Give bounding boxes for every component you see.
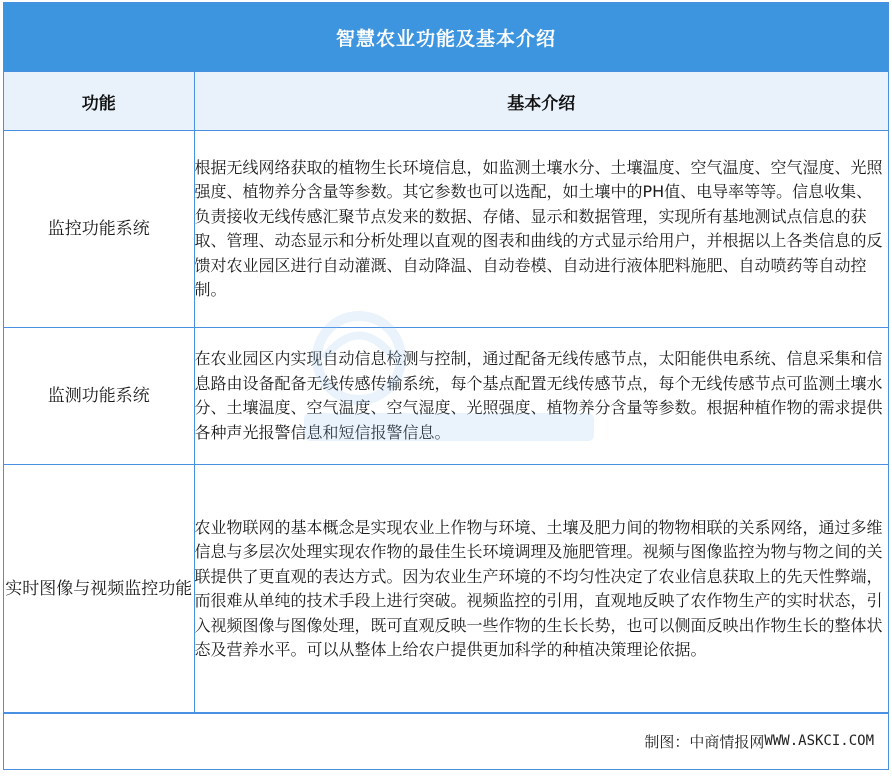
table-header-row (4, 72, 888, 131)
function-name-cell: 监控功能系统 (4, 131, 194, 328)
column-header-function: 功能 (4, 72, 194, 131)
function-name-cell: 实时图像与视频监控功能 (4, 465, 194, 714)
description-cell: 农业物联网的基本概念是实现农业上作物与环境、土壤及肥力间的物物相联的关系网络，通过多维信息与多层次处理实现农作物的最佳生长环境调理及施肥管理。视频与图像监控为物与物之间的关联提供了更直观的表达方式。因为农业生产环境的不均匀性决定了农业信息获取上的先天性弊端，而很难从单纯的技术手段上进行突破。视频监控的引用，直观地反映了农作物生产的实时状态，引入视频图像与图像处理，既可直观反映一些作物的生长长势，也可以侧面反映出作物生长的整体状态及营养水平。可以从整体上给农户提供更加科学的种植决策理论依据。 (194, 465, 888, 714)
table-row (4, 465, 888, 714)
info-sheet (3, 2, 889, 770)
source-label: 制图：中商情报网 (644, 732, 765, 751)
function-name-cell: 监测功能系统 (4, 328, 194, 465)
source-site: WWW.ASKCI.COM (764, 733, 874, 749)
page-title: 智慧农业功能及基本介绍 (4, 3, 888, 72)
description-cell: 在农业园区内实现自动信息检测与控制，通过配备无线传感节点，太阳能供电系统、信息采集和信息路由设备配备无线传感传输系统，每个基点配置无线传感节点，每个无线传感节点可监测土壤水分、土壤温度、空气温度、空气湿度、光照强度、植物养分含量等参数。根据种植作物的需求提供各种声光报警信息和短信报警信息。 (194, 328, 888, 465)
description-cell: 根据无线网络获取的植物生长环境信息，如监测土壤水分、土壤温度、空气温度、空气湿度、光照强度、植物养分含量等参数。其它参数也可以选配，如土壤中的PH值、电导率等等。信息收集、负责接收无线传感汇聚节点发来的数据、存储、显示和数据管理，实现所有基地测试点信息的获取、管理、动态显示和分析处理以直观的图表和曲线的方式显示给用户，并根据以上各类信息的反馈对农业园区进行自动灌溉、自动降温、自动卷模、自动进行液体肥料施肥、自动喷药等自动控制。 (194, 131, 888, 328)
table-row (4, 328, 888, 465)
source-footer (4, 712, 888, 769)
column-header-description: 基本介绍 (194, 72, 888, 131)
function-table (4, 72, 888, 714)
table-row (4, 131, 888, 328)
